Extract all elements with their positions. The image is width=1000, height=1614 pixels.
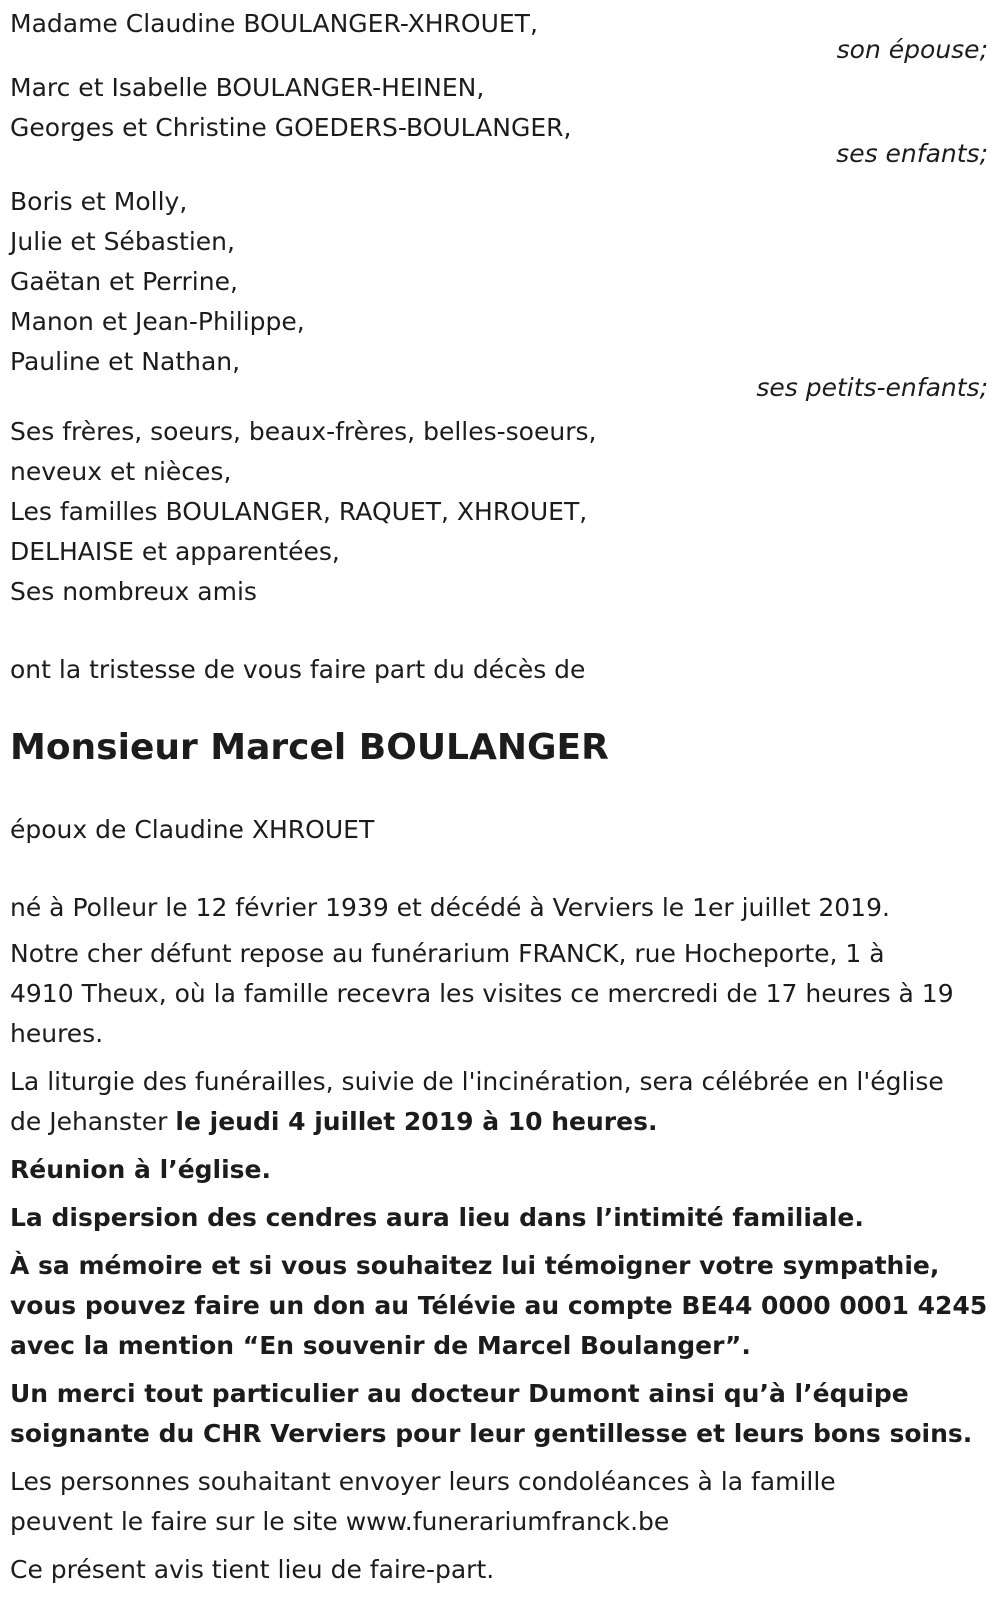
donation-line: avec la mention “En souvenir de Marcel Boulanger”. [10, 1331, 751, 1360]
relatives-line: Ses nombreux amis [10, 577, 257, 606]
resting-line: Notre cher défunt repose au funérarium FRANCK, rue Hocheporte, 1 à [10, 939, 885, 968]
child-line: Georges et Christine GOEDERS-BOULANGER, [10, 113, 572, 142]
grandchildren-role: ses petits-enfants; [756, 373, 988, 402]
relatives-line: neveux et nièces, [10, 457, 232, 486]
spouse-name: Madame Claudine BOULANGER-XHROUET, [10, 9, 538, 38]
relatives-line: Ses frères, soeurs, beaux-frères, belles-soeurs, [10, 417, 597, 446]
children-role: ses enfants; [836, 139, 988, 168]
condolences-line: Les personnes souhaitant envoyer leurs condoléances à la famille [10, 1467, 836, 1496]
spouse-role: son épouse; [836, 35, 988, 64]
liturgy-datetime: le jeudi 4 juillet 2019 à 10 heures. [175, 1107, 658, 1136]
dispersion-note: La dispersion des cendres aura lieu dans l’intimité familiale. [10, 1203, 864, 1232]
relatives-line: DELHAISE et apparentées, [10, 537, 340, 566]
liturgy-location: de Jehanster [10, 1107, 176, 1136]
grandchild-line: Gaëtan et Perrine, [10, 267, 238, 296]
resting-line: heures. [10, 1019, 104, 1048]
thanks-line: Un merci tout particulier au docteur Dumont ainsi qu’à l’équipe [10, 1379, 909, 1408]
grandchild-line: Manon et Jean-Philippe, [10, 307, 305, 336]
meeting-note: Réunion à l’église. [10, 1155, 272, 1184]
donation-line: À sa mémoire et si vous souhaitez lui témoigner votre sympathie, [10, 1251, 940, 1280]
liturgy-line [10, 1102, 990, 1142]
grandchild-line: Boris et Molly, [10, 187, 188, 216]
announcement-text: ont la tristesse de vous faire part du décès de [10, 655, 586, 684]
grandchildren-block [10, 182, 990, 404]
condolences-paragraph [10, 1462, 990, 1542]
grandchild-line: Julie et Sébastien, [10, 227, 235, 256]
liturgy-paragraph [10, 1062, 990, 1142]
closing-note: Ce présent avis tient lieu de faire-part. [10, 1555, 495, 1584]
birth-death-line: né à Polleur le 12 février 1939 et décédé à Verviers le 1er juillet 2019. [10, 893, 890, 922]
spouse-block [10, 0, 990, 66]
donation-line: vous pouvez faire un don au Télévie au compte BE44 0000 0001 4245 [10, 1291, 988, 1320]
relatives-line: Les familles BOULANGER, RAQUET, XHROUET, [10, 497, 588, 526]
condolences-line: peuvent le faire sur le site www.funerariumfranck.be [10, 1507, 670, 1536]
resting-paragraph [10, 934, 990, 1054]
deceased-spouse-line: époux de Claudine XHROUET [10, 815, 375, 844]
thanks-line: soignante du CHR Verviers pour leur gentillesse et leurs bons soins. [10, 1419, 973, 1448]
thanks-paragraph [10, 1374, 990, 1454]
resting-line: 4910 Theux, où la famille recevra les visites ce mercredi de 17 heures à 19 [10, 979, 954, 1008]
child-line: Marc et Isabelle BOULANGER-HEINEN, [10, 73, 485, 102]
others-block [10, 412, 990, 612]
deceased-name: Monsieur Marcel BOULANGER [10, 727, 609, 768]
liturgy-line: La liturgie des funérailles, suivie de l'incinération, sera célébrée en l'église [10, 1067, 944, 1096]
grandchild-line: Pauline et Nathan, [10, 347, 241, 376]
donation-paragraph [10, 1246, 990, 1366]
children-block [10, 68, 990, 170]
